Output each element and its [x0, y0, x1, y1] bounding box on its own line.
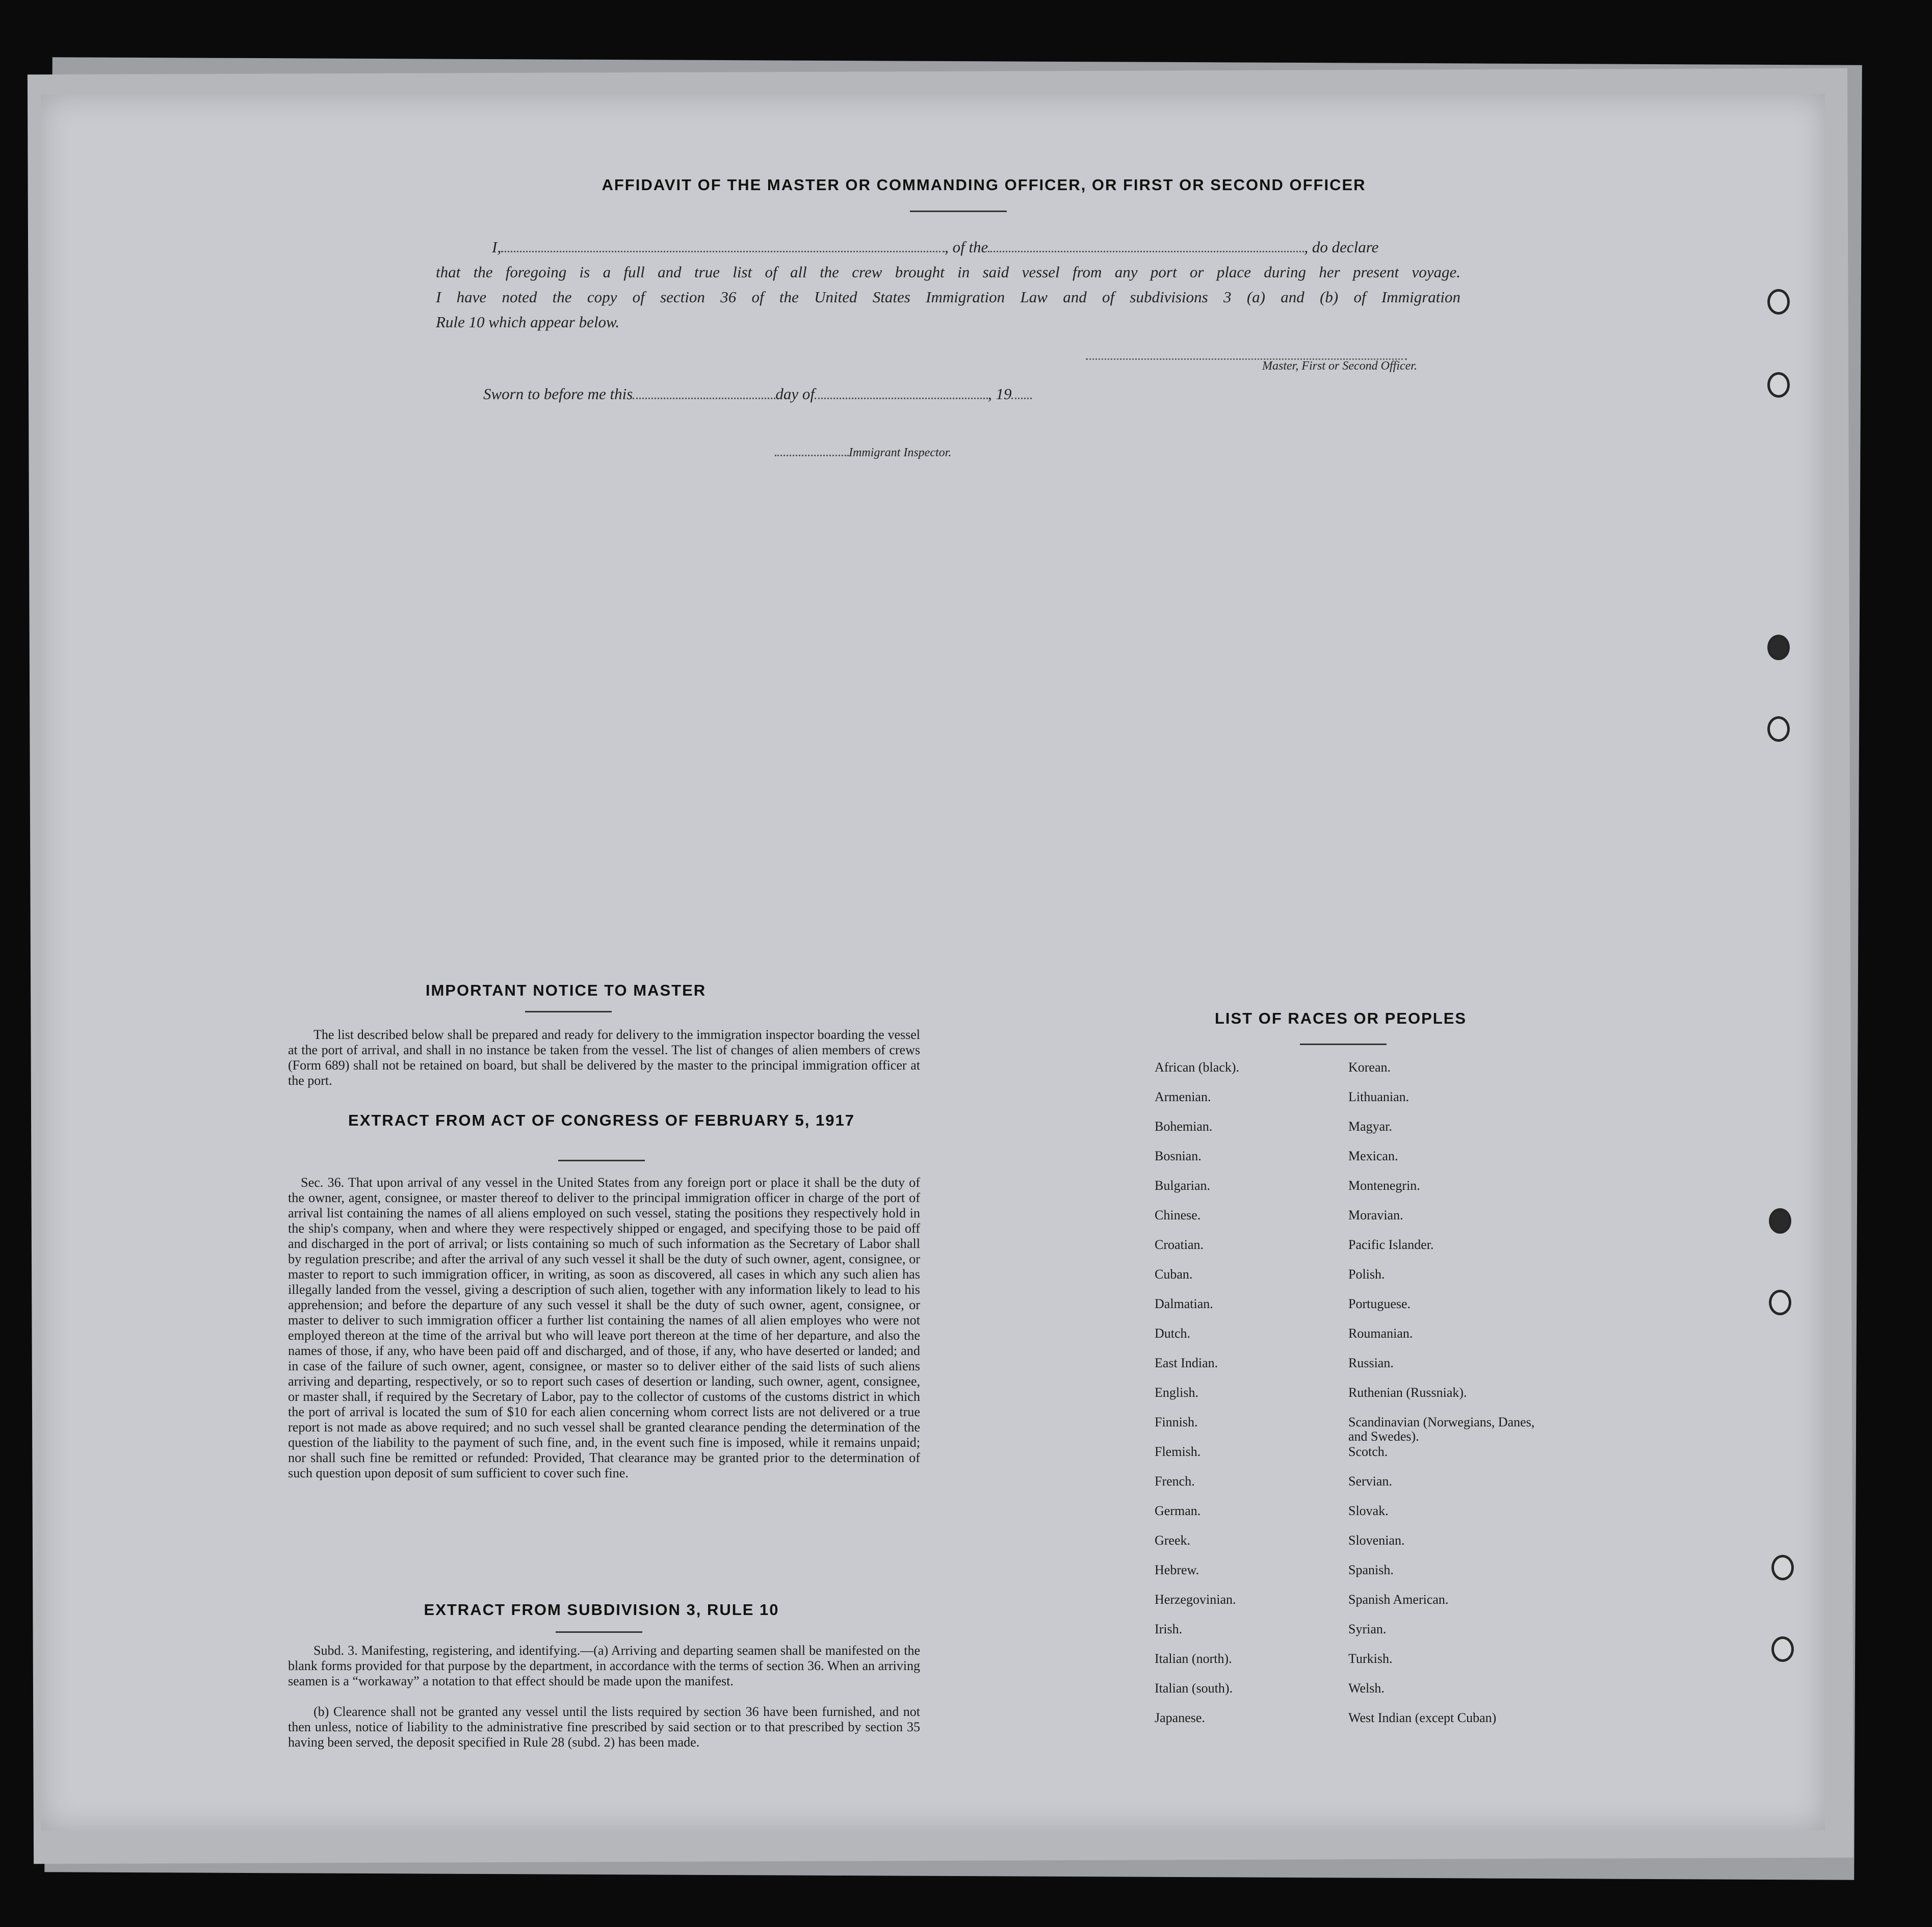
races-column-2 — [1348, 1060, 1537, 1740]
race-item: Portuguese. — [1348, 1296, 1411, 1311]
year-prefix: , 19 — [987, 385, 1012, 403]
race-item: Syrian. — [1348, 1622, 1387, 1636]
declarant-name-blank[interactable] — [501, 251, 945, 252]
race-item: Italian (north). — [1155, 1651, 1232, 1666]
race-item: French. — [1155, 1474, 1195, 1489]
race-item: Scotch. — [1348, 1444, 1388, 1459]
signature-label: Master, First or Second Officer. — [1262, 359, 1417, 373]
race-item: Lithuanian. — [1348, 1089, 1409, 1104]
race-item: Turkish. — [1348, 1651, 1393, 1666]
race-item: Slovak. — [1348, 1503, 1389, 1518]
race-item: West Indian (except Cuban) — [1348, 1710, 1497, 1725]
race-item: Welsh. — [1348, 1681, 1385, 1696]
race-item: Croatian. — [1155, 1237, 1204, 1252]
race-item: Armenian. — [1155, 1089, 1211, 1104]
races-title-rule — [1300, 1044, 1387, 1045]
rule-title-rule — [556, 1631, 642, 1633]
punch-hole — [1767, 716, 1790, 742]
punch-hole — [1767, 635, 1790, 660]
race-item: Ruthenian (Russniak). — [1348, 1385, 1467, 1400]
vessel-name-blank[interactable] — [988, 251, 1304, 252]
rule-title: EXTRACT FROM SUBDIVISION 3, RULE 10 — [424, 1601, 779, 1619]
race-item: Montenegrin. — [1348, 1178, 1420, 1193]
race-item: Korean. — [1348, 1060, 1391, 1075]
race-item: Cuban. — [1155, 1267, 1193, 1282]
act-title: EXTRACT FROM ACT OF CONGRESS OF FEBRUARY 5, 1917 — [348, 1111, 855, 1129]
rule-text-b: (b) Clearence shall not be granted any vessel until the lists required by section 36 have been furnished, and not then unless, notice of liability to the administrative fine prescribed by said section or to that prescribed by section 35 having been served, the deposit specified in Rule 28 (subd. 2) has been made. — [288, 1704, 920, 1750]
race-item: Bohemian. — [1155, 1119, 1213, 1134]
race-item: Herzegovinian. — [1155, 1592, 1236, 1607]
races-list — [1155, 1060, 1613, 1774]
punch-hole — [1769, 1208, 1791, 1234]
vessel-label: , of the — [945, 238, 988, 256]
race-item: Dutch. — [1155, 1326, 1191, 1341]
race-item: Irish. — [1155, 1622, 1183, 1636]
affidavit-title-rule — [910, 211, 1007, 212]
race-item: Bosnian. — [1155, 1149, 1202, 1163]
race-item: Pacific Islander. — [1348, 1237, 1434, 1252]
race-item: Servian. — [1348, 1474, 1392, 1489]
race-item: Hebrew. — [1155, 1563, 1199, 1577]
day-of-label: day of — [775, 385, 815, 403]
race-item: East Indian. — [1155, 1356, 1218, 1370]
declarant-label: I, — [492, 238, 502, 256]
race-item: Dalmatian. — [1155, 1296, 1213, 1311]
sworn-line — [483, 385, 1146, 403]
inspector-label: Immigrant Inspector. — [849, 446, 952, 459]
affidavit-declaration — [436, 235, 1460, 334]
race-item: Italian (south). — [1155, 1681, 1233, 1696]
punch-hole — [1769, 1290, 1791, 1315]
affidavit-line-3: I have noted the copy of section 36 of the United States Immigration Law and of subdivisions 3 (a) and (b) of Immigration — [436, 288, 1460, 306]
race-item: Spanish American. — [1348, 1592, 1449, 1607]
rule-text-a: Subd. 3. Manifesting, registering, and identifying.—(a) Arriving and departing seamen shall be manifested on the blank forms provided for that purpose by the department, in accordance with the terms of section 36. When an arriving seamen is a “workaway” a notation to that effect should be made upon the manifest. — [288, 1643, 920, 1688]
races-title: LIST OF RACES OR PEOPLES — [1214, 1009, 1467, 1027]
declare-text: , do declare — [1304, 238, 1379, 256]
race-item: Russian. — [1348, 1356, 1394, 1370]
punch-hole — [1771, 1555, 1794, 1580]
race-item: Bulgarian. — [1155, 1178, 1211, 1193]
race-item: Flemish. — [1155, 1444, 1201, 1459]
punch-hole — [1771, 1636, 1794, 1662]
sworn-day-blank[interactable] — [633, 398, 775, 399]
race-item: Slovenian. — [1348, 1533, 1405, 1548]
race-item: Japanese. — [1155, 1710, 1205, 1725]
race-item: Magyar. — [1348, 1119, 1392, 1134]
affidavit-line-2: that the foregoing is a full and true list of all the crew brought in said vessel from any port or place during her present voyage. — [436, 263, 1460, 281]
inspector-line — [775, 446, 951, 460]
affidavit-title: AFFIDAVIT OF THE MASTER OR COMMANDING OFFICER, OR FIRST OR SECOND OFFICER — [602, 176, 1366, 194]
races-column-1 — [1155, 1060, 1343, 1740]
race-item: Greek. — [1155, 1533, 1191, 1548]
act-title-rule — [558, 1160, 645, 1161]
notice-text: The list described below shall be prepared and ready for delivery to the immigration inspector boarding the vessel at the port of arrival, and shall in no instance be taken from the vessel. The list of changes of alien members of crews (Form 689) shall not be retained on board, but shall be delivered by the master to the principal immigration officer at the port. — [288, 1027, 920, 1088]
race-item: Chinese. — [1155, 1208, 1201, 1222]
race-item: English. — [1155, 1385, 1198, 1400]
race-item: African (black). — [1155, 1060, 1240, 1075]
race-item: Spanish. — [1348, 1563, 1394, 1577]
race-item: Moravian. — [1348, 1208, 1403, 1222]
race-item: German. — [1155, 1503, 1201, 1518]
notice-title-rule — [525, 1011, 612, 1012]
race-item: Roumanian. — [1348, 1326, 1413, 1341]
race-item: Finnish. — [1155, 1415, 1198, 1429]
punch-hole — [1767, 289, 1790, 315]
document-page — [41, 94, 1825, 1830]
race-item: Scandinavian (Norwegians, Danes, and Swedes). — [1348, 1415, 1535, 1444]
affidavit-line-4: Rule 10 which appear below. — [436, 313, 620, 331]
sworn-label: Sworn to before me this — [483, 385, 633, 403]
notice-title: IMPORTANT NOTICE TO MASTER — [425, 981, 707, 999]
act-text: Sec. 36. That upon arrival of any vessel in the United States from any foreign port or place it shall be the duty of the owner, agent, consignee, or master thereof to deliver to the principal immigration officer in charge of the port of arrival list containing the names of all aliens employed on such vessel, stating the positions they respectively hold in the ship's company, when and where they were respectively shipped or engaged, and specifying those to be paid off and discharged in the port of arrival; or lists containing so much of such information as the Secretary of Labor shall by regulation prescribe; and after the arrival of any such vessel it shall be the duty of such owner, agent, consignee, or master to report to such immigration officer, in writing, as soon as discovered, all cases in which any such alien has illegally landed from the vessel, giving a description of such alien, together with any information likely to lead to his apprehension; and before the departure of any such vessel it shall be the duty of such owner, agent, consignee, or master to deliver to such immigration officer a further list containing the names of all alien employes who were not employed thereon at the time of the arrival but who will leave port thereon at the time of her departure, and also the names of those, if any, who have been paid off and discharged, and of those, if any, who have deserted or landed; and in case of the failure of such owner, agent, consignee, or master so to deliver either of the said lists of such aliens arriving and departing, respectively, or so to report such cases of desertion or landing, such owner, agent, consignee, or master shall, if required by the Secretary of Labor, pay to the collector of customs of the customs district in which the port of arrival is located the sum of $10 for each alien concerning whom correct lists are not delivered or a true report is not made as above required; and no such vessel shall be granted clearance pending the determination of the question of the liability to the payment of such fine, and, in the event such fine is imposed, while it remains unpaid; nor shall such fine be remitted or refunded: Provided, That clearance may be granted prior to the determination of such question upon deposit of sum sufficient to cover such fine. — [288, 1175, 920, 1480]
race-item: Mexican. — [1348, 1149, 1398, 1163]
inspector-signature-blank[interactable] — [775, 455, 849, 456]
sworn-year-blank[interactable] — [1011, 398, 1032, 399]
sworn-month-blank[interactable] — [815, 398, 988, 399]
race-item: Polish. — [1348, 1267, 1385, 1282]
punch-hole — [1767, 372, 1790, 398]
